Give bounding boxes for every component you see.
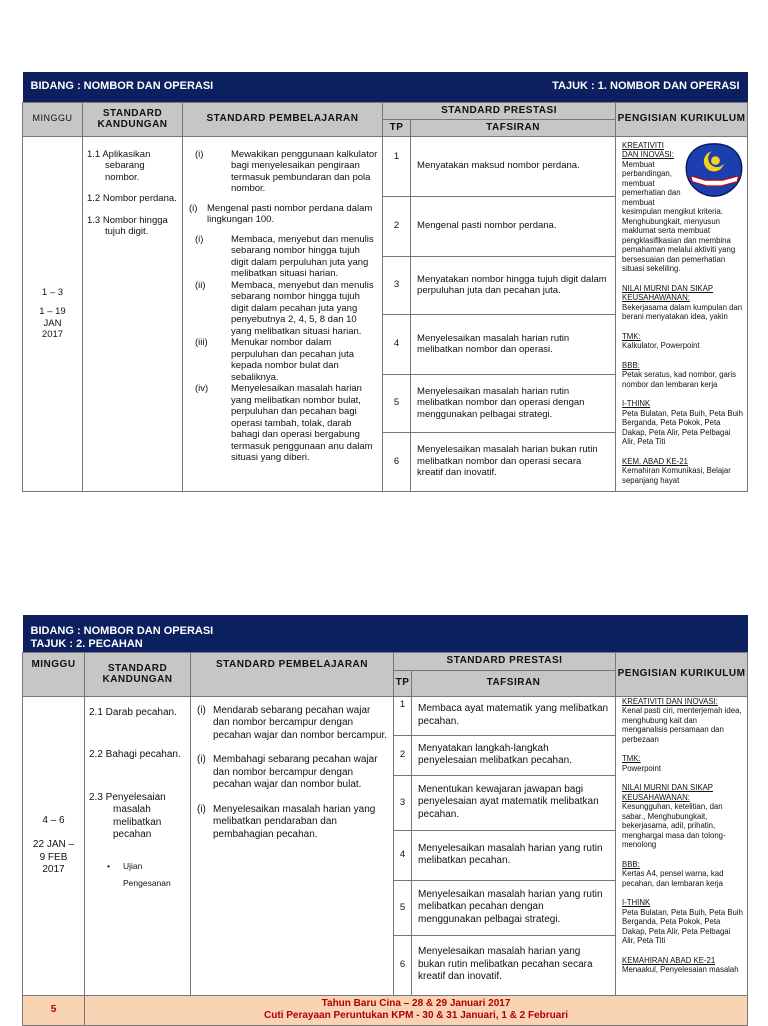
- tafsiran: Menyelesaikan masalah harian rutin melibatkan nombor dan operasi dengan menggunakan pelbagai strategi.: [411, 374, 616, 432]
- pengisian-heading: NILAI MURNI DAN SIKAP KEUSAHAWANAN:: [622, 283, 714, 302]
- tafsiran: Menyatakan maksud nombor perdana.: [411, 136, 616, 196]
- pengisian-heading: TMK:: [622, 754, 641, 763]
- col-prestasi: STANDARD PRESTASI: [383, 102, 616, 119]
- sp-item: (ii) Membaca, menyebut dan menulis sebarang nombor hingga tujuh digit dalam pecahan juta yang penyebutnya 2, 4, 5, 8 dan 10 yang melibatkan situasi harian.: [195, 279, 374, 337]
- sk-item: 1.2 Nombor perdana.: [87, 193, 177, 204]
- tafsiran: Menyelesaikan masalah harian yang rutin melibatkan pecahan.: [412, 830, 616, 880]
- col-sk: STANDARD KANDUNGAN: [85, 652, 191, 696]
- tafsiran: Menyelesaikan masalah harian yang rutin melibatkan pecahan dengan menggunakan pelbagai strategi.: [412, 880, 616, 935]
- tp-value: 6: [383, 432, 411, 491]
- tp-value: 5: [394, 880, 412, 935]
- rpt-table-2: [22, 615, 748, 1026]
- pengisian-heading: KREATIVITI DAN INOVASI:: [622, 696, 718, 706]
- pengisian-cell: [616, 136, 748, 491]
- sk-item: 2.3 Penyelesaian masalah melibatkan pecahan: [89, 791, 166, 840]
- sp-cell: [191, 696, 394, 995]
- col-sk: STANDARD KANDUNGAN: [83, 102, 183, 136]
- pengisian-heading: BBB:: [622, 859, 640, 869]
- tp-value: 3: [383, 256, 411, 314]
- crest-logo: [683, 141, 745, 199]
- col-sp: STANDARD PEMBELAJARAN: [191, 652, 394, 696]
- tp-value: 5: [383, 374, 411, 432]
- sp-item: (iv) Menyelesaikan masalah harian yang melibatkan nombor bulat, perpuluhan dan pecahan bagi operasi tambah, tolak, darab bahagi dan operasi bergabung termasuk penggunaan anu dalam situasi yang diberi.: [195, 383, 373, 463]
- sk-item: 2.1 Darab pecahan.: [89, 706, 177, 718]
- pengisian-heading: I-THINK: [622, 898, 651, 907]
- tp-value: 1: [383, 136, 411, 196]
- date-range: 22 JAN – 9 FEB 2017: [32, 839, 75, 875]
- minggu-cell: [23, 696, 85, 995]
- col-tafsiran: TAFSIRAN: [412, 670, 616, 696]
- sp-item: (i) Membahagi sebarang pecahan wajar dan nombor bercampur dengan pecahan wajar dan nombor bulat.: [197, 754, 378, 790]
- holiday-line-2: Cuti Perayaan Peruntukan KPM - 30 & 31 Januari, 1 & 2 Februari: [264, 1010, 569, 1021]
- tp-value: 4: [394, 830, 412, 880]
- bullet-icon: •: [107, 860, 110, 871]
- pengisian-text: Peta Bulatan, Peta Buih, Peta Buih Berganda, Peta Pokok, Peta Dakap, Peta Alir, Peta Pelbagai Alir, Peta Titi: [622, 907, 743, 945]
- pengisian-text: Peta Bulatan, Peta Buih, Peta Buih Berganda, Peta Pokok, Peta Dakap, Peta Alir, Peta Pelbagai Alir, Peta Titi: [622, 408, 743, 446]
- tafsiran: Mengenal pasti nombor perdana.: [411, 196, 616, 256]
- sk-item: 2.2 Bahagi pecahan.: [89, 749, 181, 760]
- pengisian-text: Kemahiran Komunikasi, Belajar sepanjang hayat: [622, 466, 731, 485]
- col-prestasi: STANDARD PRESTASI: [394, 652, 616, 670]
- pengisian-text: Kertas A4, pensel warna, kad pecahan, dan lembaran kerja: [622, 869, 724, 888]
- date-range: 1 – 19 JAN 2017: [39, 306, 66, 340]
- pengisian-text: Membuat perbandingan, membuat pemerhatian dan membuat kesimpulan mengikut kriteria. Menghubungkait, menyusun maklumat serta membuat pengklasifikasian dan membina pemahaman melalui aktiviti yang bersesuaian dan pemerhatian situasi sekeliling.: [622, 159, 736, 273]
- pengisian-cell: [616, 696, 748, 995]
- pengisian-heading: I-THINK: [622, 399, 651, 408]
- sp-item: (i) Menyelesaikan masalah harian yang melibatkan pendaraban dan pembahagian pecahan.: [197, 803, 376, 840]
- sk-item: 1.1 Aplikasikan sebarang nombor.: [87, 148, 151, 183]
- tp-value: 2: [383, 196, 411, 256]
- tajuk-title: TAJUK : 1. NOMBOR DAN OPERASI: [411, 72, 748, 102]
- sp-item: (i) Mengenal pasti nombor perdana dalam lingkungan 100.: [189, 202, 373, 225]
- sk-cell: [83, 136, 183, 491]
- tafsiran: Menyelesaikan masalah harian yang bukan rutin melibatkan pecahan secara kreatif dan inovatif.: [412, 935, 616, 995]
- sp-item: (i) Mewakikan penggunaan kalkulator bagi menyelesaikan pengiraan termasuk pembundaran dan pola nombor.: [195, 148, 378, 194]
- tp-value: 1: [394, 696, 412, 735]
- sp-cell: [183, 136, 383, 491]
- col-tp: TP: [383, 119, 411, 136]
- tp-value: 4: [383, 314, 411, 374]
- sp-item: (iii) Menukar nombor dalam perpuluhan dan pecahan juta kepada nombor bulat dan sebaliknya.: [195, 337, 355, 383]
- sp-item: (i) Membaca, menyebut dan menulis sebarang nombor hingga tujuh digit dalam perpuluhan juta yang melibatkan situasi harian.: [195, 233, 374, 279]
- pengisian-text: Menaakul, Penyelesaian masalah: [622, 965, 739, 974]
- bidang-title: BIDANG : NOMBOR DAN OPERASI: [30, 625, 214, 638]
- holiday-note: [85, 995, 748, 1025]
- tp-value: 2: [394, 735, 412, 775]
- col-tafsiran: TAFSIRAN: [411, 119, 616, 136]
- ujian-item: • Ujian Pengesanan: [89, 858, 186, 892]
- pengisian-heading: NILAI MURNI DAN SIKAP KEUSAHAWANAN:: [622, 783, 713, 802]
- minggu-value: 1 – 3: [41, 286, 64, 298]
- tafsiran: Menyatakan nombor hingga tujuh digit dalam perpuluhan juta dan pecahan juta.: [411, 256, 616, 314]
- col-tp: TP: [394, 670, 412, 696]
- tajuk-title: TAJUK : 2. PECAHAN: [30, 638, 143, 651]
- pengisian-heading: KREATIVITI DAN INOVASI:: [622, 140, 674, 159]
- tp-value: 3: [394, 775, 412, 830]
- pengisian-heading: BBB:: [622, 360, 640, 370]
- col-minggu: MINGGU: [23, 652, 85, 696]
- pengisian-text: Kenal pasti ciri, menterjemah idea, menghubung kait dan menganalisis persamaan dan perbezaan: [622, 706, 742, 744]
- sk-cell: [85, 696, 191, 995]
- col-pengisian: PENGISIAN KURIKULUM: [616, 102, 748, 136]
- tp-value: 6: [394, 935, 412, 995]
- pengisian-text: Powerpoint: [622, 763, 662, 773]
- col-sp: STANDARD PEMBELAJARAN: [183, 102, 383, 136]
- tafsiran: Menyelesaikan masalah harian bukan rutin melibatkan nombor dan operasi secara kreatif dan inovatif.: [411, 432, 616, 491]
- pengisian-text: Bekerjasama dalam kumpulan dan berani menyatakan idea, yakin: [622, 302, 743, 321]
- col-pengisian: PENGISIAN KURIKULUM: [616, 652, 748, 696]
- pengisian-text: Kesungguhan, ketelitian, dan sabar., Menghubungkait, bekerjasama, adil, prihatin, menghargai masa dan tolong-menolong: [622, 802, 726, 849]
- col-minggu: MINGGU: [23, 102, 83, 136]
- tafsiran: Menentukan kewajaran jawapan bagi penyelesaian ayat matematik melibatkan pecahan.: [412, 775, 616, 830]
- bidang-title: BIDANG : NOMBOR DAN OPERASI: [23, 72, 411, 102]
- sk-item: 1.3 Nombor hingga tujuh digit.: [87, 214, 168, 237]
- pengisian-heading: KEMAHIRAN ABAD KE-21: [622, 955, 716, 965]
- pengisian-text: Kalkulator, Powerpoint: [622, 341, 700, 350]
- minggu-value: 4 – 6: [42, 814, 65, 826]
- tafsiran: Menyelesaikan masalah harian rutin melibatkan nombor dan operasi.: [411, 314, 616, 374]
- sp-item: (i) Mendarab sebarang pecahan wajar dan nombor bercampur dengan pecahan wajar dan nombor bercampur.: [197, 704, 387, 741]
- table2-title: [23, 615, 748, 652]
- footer-minggu: 5: [23, 995, 85, 1025]
- tafsiran: Menyatakan langkah-langkah penyelesaian melibatkan pecahan.: [412, 735, 616, 775]
- pengisian-text: Petak seratus, kad nombor, garis nombor dan lembaran kerja: [622, 370, 737, 389]
- pengisian-heading: TMK:: [622, 331, 641, 341]
- tafsiran: Membaca ayat matematik yang melibatkan pecahan.: [412, 696, 616, 735]
- holiday-line-1: Tahun Baru Cina – 28 & 29 Januari 2017: [321, 998, 511, 1009]
- rpt-table-1: [22, 72, 748, 492]
- pengisian-heading: KEM. ABAD KE-21: [622, 456, 688, 466]
- minggu-cell: [23, 136, 83, 491]
